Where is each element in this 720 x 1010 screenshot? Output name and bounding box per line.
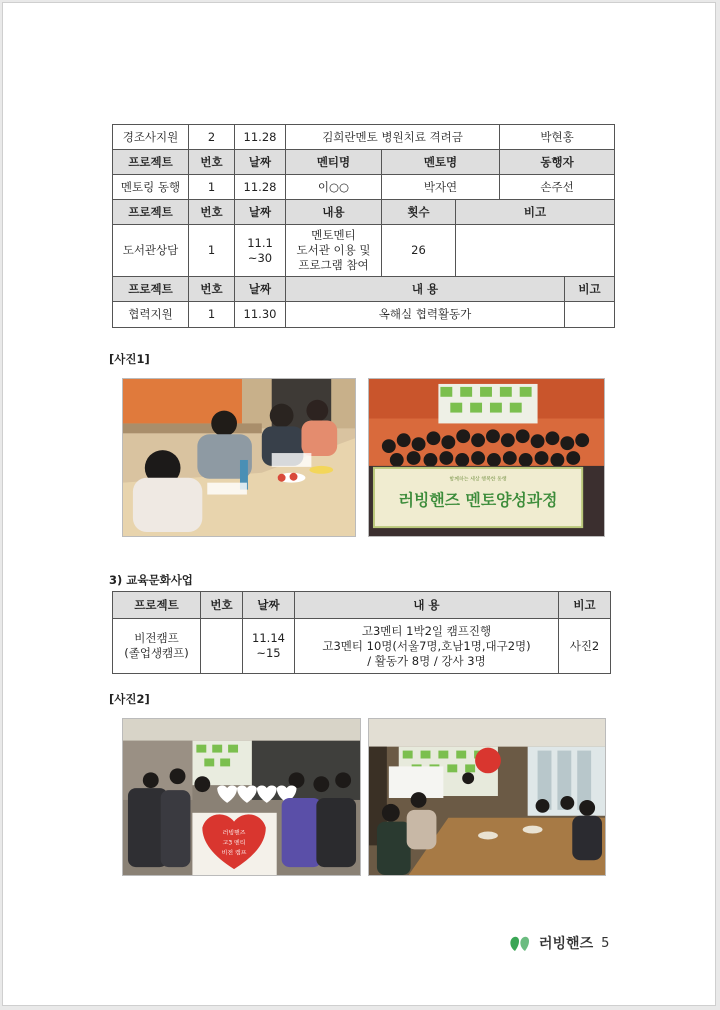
content-line: 프로그램 참여 (298, 258, 369, 272)
cell-mentee: 이○○ (286, 175, 382, 200)
camp-group-scene (123, 719, 360, 875)
content-line: 고3멘티 1박2일 캠프진행 (361, 623, 492, 638)
education-table (112, 591, 611, 674)
header-project: 프로젝트 (113, 200, 189, 225)
mentor-training-group-photo (368, 378, 605, 537)
header-no: 번호 (189, 277, 235, 302)
header-project: 프로젝트 (113, 150, 189, 175)
cell-project: 도서관상담 (113, 225, 189, 277)
section-title-education: 3) 교육문화사업 (109, 573, 193, 587)
cell-date: 11.28 (235, 175, 286, 200)
header-no: 번호 (189, 200, 235, 225)
header-note: 비고 (565, 277, 615, 302)
header-note: 비고 (456, 200, 615, 225)
photo-caption-2: [사진2] (109, 692, 150, 706)
cell-content: 옥해실 협력활동가 (286, 302, 565, 328)
vision-camp-group-photo (122, 718, 361, 876)
footer (509, 931, 609, 955)
date-line: 11.14 (252, 631, 285, 645)
cell-count: 26 (382, 225, 456, 277)
header-note: 비고 (559, 592, 611, 619)
banner-small-text: 함께하는 세상 행복한 동행 (449, 476, 507, 483)
heart-banner-text: 고3 멘티 (222, 839, 246, 847)
photo-caption-1: [사진1] (109, 352, 150, 366)
header-content: 내 용 (286, 277, 565, 302)
header-project: 프로젝트 (113, 592, 201, 619)
activity-table-1 (112, 124, 615, 328)
header-date: 날짜 (235, 150, 286, 175)
cell-companion: 손주선 (500, 175, 615, 200)
heart-banner-text: 러빙핸즈 (222, 829, 246, 837)
table-row (113, 225, 615, 277)
cell-note: 사진2 (559, 619, 611, 674)
cell-project: 멘토링 동행 (113, 175, 189, 200)
document-page (2, 2, 716, 1006)
cell-content: 김희란멘토 병원치료 격려금 (286, 125, 500, 150)
table-header-row (113, 150, 615, 175)
table-header-row (113, 592, 611, 619)
cell-date (243, 619, 295, 674)
date-line: 11.1 (247, 235, 273, 250)
header-date: 날짜 (235, 277, 286, 302)
content-line: 멘토멘티 (311, 228, 356, 242)
cell-project (113, 619, 201, 674)
header-content: 내용 (286, 200, 382, 225)
date-line: ~15 (256, 646, 281, 660)
banner-text: 러빙핸즈 멘토양성과정 (398, 490, 558, 510)
header-content: 내 용 (295, 592, 559, 619)
cell-no: 1 (189, 225, 235, 277)
header-companion: 동행자 (500, 150, 615, 175)
cell-note (456, 225, 615, 277)
table-header-row (113, 277, 615, 302)
header-count: 횟수 (382, 200, 456, 225)
cell-date: 11.30 (235, 302, 286, 328)
cell-no: 1 (189, 175, 235, 200)
cell-date: 11.28 (235, 125, 286, 150)
workshop-scene (369, 719, 605, 875)
content-line: 도서관 이용 및 (296, 243, 371, 257)
cell-note (565, 302, 615, 328)
meeting-scene (123, 379, 355, 536)
content-line: 고3멘티 10명(서울7명,호남1명,대구2명) (322, 638, 531, 653)
table-row (113, 175, 615, 200)
project-line: (졸업생캠프) (124, 646, 189, 660)
mentoring-meeting-photo (122, 378, 356, 537)
cell-mentor: 박자연 (382, 175, 500, 200)
project-line: 비전캠프 (134, 631, 179, 645)
cell-project: 협력지원 (113, 302, 189, 328)
group-scene (369, 379, 604, 536)
cell-date (235, 225, 286, 277)
table-row (113, 125, 615, 150)
cell-no: 1 (189, 302, 235, 328)
header-date: 날짜 (235, 200, 286, 225)
cell-no (201, 619, 243, 674)
cell-project: 경조사지원 (113, 125, 189, 150)
date-line: ~30 (247, 250, 273, 265)
cell-content (286, 225, 382, 277)
heart-banner-text: 비전 캠프 (221, 849, 247, 857)
header-project: 프로젝트 (113, 277, 189, 302)
header-mentee: 멘티명 (286, 150, 382, 175)
page-number: 5 (601, 935, 610, 951)
content-line: / 활동가 8명 / 강사 3명 (367, 653, 486, 668)
cell-content (295, 619, 559, 674)
table-row (113, 302, 615, 328)
cell-no: 2 (189, 125, 235, 150)
header-no: 번호 (201, 592, 243, 619)
table-row (113, 619, 611, 674)
footer-brand: 러빙핸즈 (539, 936, 594, 952)
loving-hands-logo-icon (509, 933, 535, 953)
header-date: 날짜 (243, 592, 295, 619)
header-mentor: 멘토명 (382, 150, 500, 175)
cell-person: 박현홍 (500, 125, 615, 150)
table-header-row (113, 200, 615, 225)
header-no: 번호 (189, 150, 235, 175)
camp-workshop-photo (368, 718, 606, 876)
